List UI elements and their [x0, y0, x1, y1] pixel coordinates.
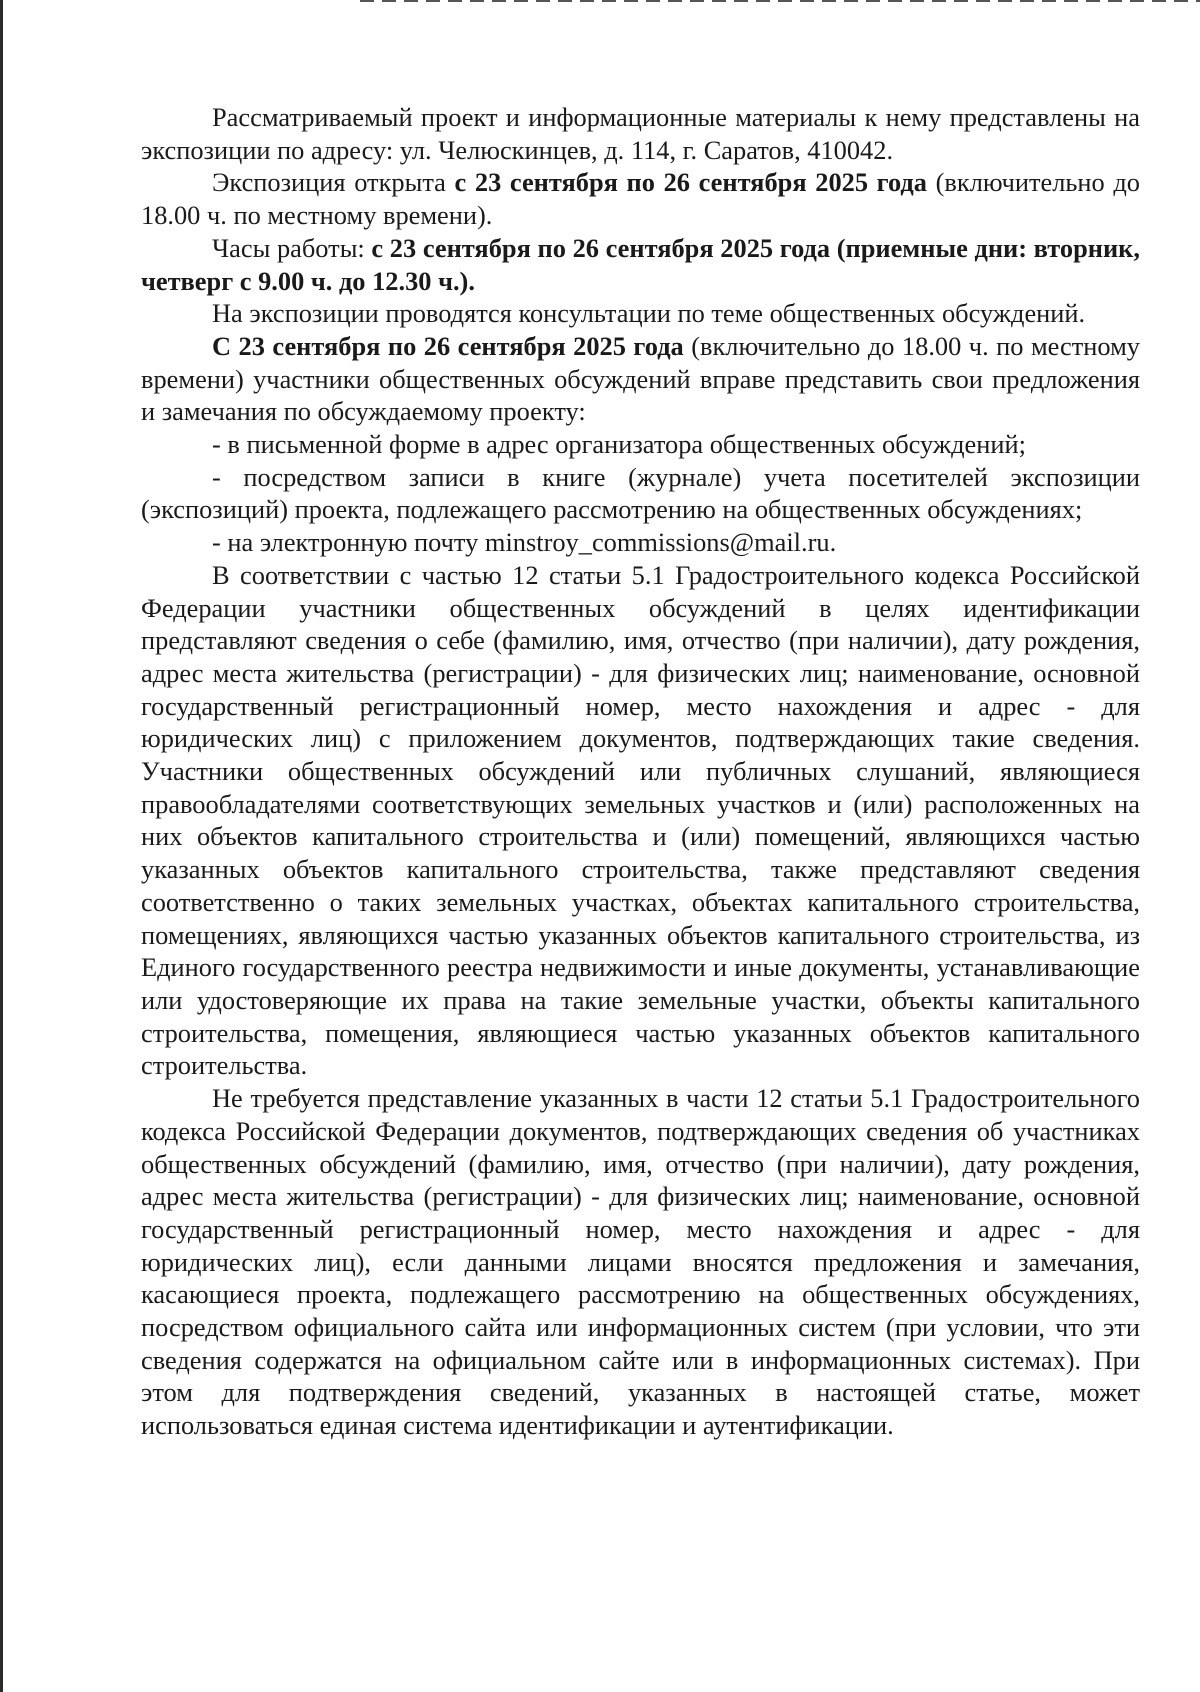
- exposition-open-suffix: (включительно до 18.00 ч. по местному времени).: [141, 167, 1140, 231]
- working-hours-schedule: с 23 сентября по 26 сентября 2025 года (приемные дни: вторник, четверг с 9.00 ч. до 12.30 ч.).: [141, 232, 1140, 296]
- proposals-period-dates: С 23 сентября по 26 сентября 2025 года: [212, 330, 684, 361]
- paragraph-proposals-period: [141, 330, 1140, 428]
- exposition-open-prefix: Экспозиция открыта: [212, 167, 455, 198]
- working-hours-prefix: Часы работы:: [212, 232, 372, 263]
- exposition-open-dates: с 23 сентября по 26 сентября 2025 года: [454, 167, 927, 198]
- scan-edge-top: [360, 0, 1200, 2]
- scan-edge-left: [0, 0, 3, 1692]
- paragraph-no-documents-required: Не требуется представление указанных в части 12 статьи 5.1 Градостроительного кодекса Российской Федерации документов, подтверждающих сведения об участниках общественных обсуждений (фамилию, имя, отчество (при наличии), дату рождения, адрес места жительства (регистрации) - для физических лиц; наименование, основной государственный регистрационный номер, место нахождения и адрес - для юридических лиц), если данными лицами вносятся предложения и замечания, касающиеся проекта, подлежащего рассмотрению на общественных обсуждениях, посредством официального сайта или информационных систем (при условии, что эти сведения содержатся на официальном сайте или в информационных системах). При этом для подтверждения сведений, указанных в настоящей статье, может использоваться единая система идентификации и аутентификации.: [141, 1083, 1140, 1441]
- paragraph-consultations: На экспозиции проводятся консультации по теме общественных обсуждений.: [212, 298, 1086, 329]
- list-item-email: - на электронную почту minstroy_commissions@mail.ru.: [212, 527, 837, 558]
- list-item-visitor-book: - посредством записи в книге (журнале) учета посетителей экспозиции (экспозиций) проекта, подлежащего рассмотрению на общественных обсуждениях;: [141, 461, 1140, 525]
- paragraph-working-hours: [141, 232, 1140, 297]
- proposals-period-text: (включительно до 18.00 ч. по местному времени) участники общественных обсуждений вправе представить свои предложения и замечания по обсуждаемому проекту:: [141, 330, 1140, 427]
- paragraph-exposition-open: [141, 166, 1140, 231]
- paragraph-exposition-address: Рассматриваемый проект и информационные материалы к нему представлены на экспозиции по адресу: ул. Челюскинцев, д. 114, г. Саратов, 410042.: [141, 102, 1140, 165]
- paragraph-identification: В соответствии с частью 12 статьи 5.1 Градостроительного кодекса Российской Федерации участники общественных обсуждений в целях идентификации представляют сведения о себе (фамилию, имя, отчество (при наличии), дату рождения, адрес места жительства (регистрации) - для физических лиц; наименование, основной государственный регистрационный номер, место нахождения и адрес - для юридических лиц) с приложением документов, подтверждающих такие сведения. Участники общественных обсуждений или публичных слушаний, являющиеся правообладателями соответствующих земельных участков и (или) расположенных на них объектов капитального строительства и (или) помещений, являющихся частью указанных объектов капитального строительства, также представляют сведения соответственно о таких земельных участках, объектах капитального строительства, помещениях, являющихся частью указанных объектов капитального строительства, из Единого государственного реестра недвижимости и иные документы, устанавливающие или удостоверяющие их права на такие земельные участки, объекты капитального строительства, помещения, являющиеся частью указанных объектов капитального строительства.: [141, 559, 1140, 1081]
- list-item-written-form: - в письменной форме в адрес организатора общественных обсуждений;: [212, 429, 1026, 460]
- document-body: [141, 101, 1140, 1442]
